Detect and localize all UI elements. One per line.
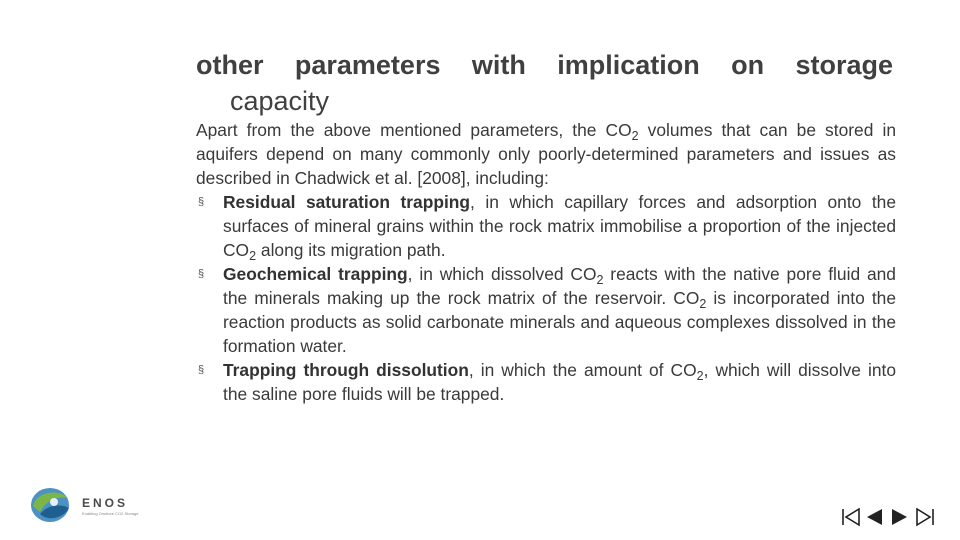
intro-paragraph: Apart from the above mentioned parameters, the $CO_2$ volumes that can be stored in aquifers depend on many commonly only poorly-determined parameters and issues as described in Chadwick et al. [2008], including: [196, 120, 896, 188]
trapping-list [196, 190, 896, 406]
slide-title [196, 48, 893, 83]
list-item: § Trapping through dissolution, in which the amount of $CO_2$, which will dissolve into the saline pore fluids will be trapped. [198, 360, 896, 404]
bullet-term: Trapping through dissolution [223, 360, 469, 380]
list-item: § Geochemical trapping, in which dissolved $CO_2$ reacts with the native pore fluid and the minerals making up the rock matrix of the reservoir. $CO_2$ is incorporated into the reaction products as solid carbonate minerals and aqueous complexes dissolved in the formation water. [198, 264, 897, 356]
logo-tagline: Enabling Onshore CO2 Storage [82, 511, 139, 516]
next-slide-icon[interactable] [890, 506, 910, 528]
slide-title-line2: capacity [230, 86, 330, 116]
logo-wordmark: ENOS [82, 496, 129, 510]
bullet-marker: § [198, 268, 205, 280]
slide-title-line1: other parameters with implication on storage [196, 50, 893, 80]
bullet-term: Geochemical trapping [223, 264, 408, 284]
slide-body [196, 118, 896, 406]
last-slide-icon[interactable] [914, 506, 936, 528]
slide-navigation [840, 506, 940, 528]
list-item: § Residual saturation trapping, in which capillary forces and adsorption onto the surfaces of mineral grains within the rock matrix immobilise a proportion of the injected $CO_2$ along its migration path. [198, 192, 896, 263]
bullet-term: Residual saturation trapping [223, 192, 471, 212]
enos-logo-mark-icon [28, 484, 78, 526]
previous-slide-icon[interactable] [864, 506, 884, 528]
first-slide-icon[interactable] [840, 506, 862, 528]
bullet-marker: § [198, 364, 205, 376]
bullet-marker: § [198, 196, 205, 208]
